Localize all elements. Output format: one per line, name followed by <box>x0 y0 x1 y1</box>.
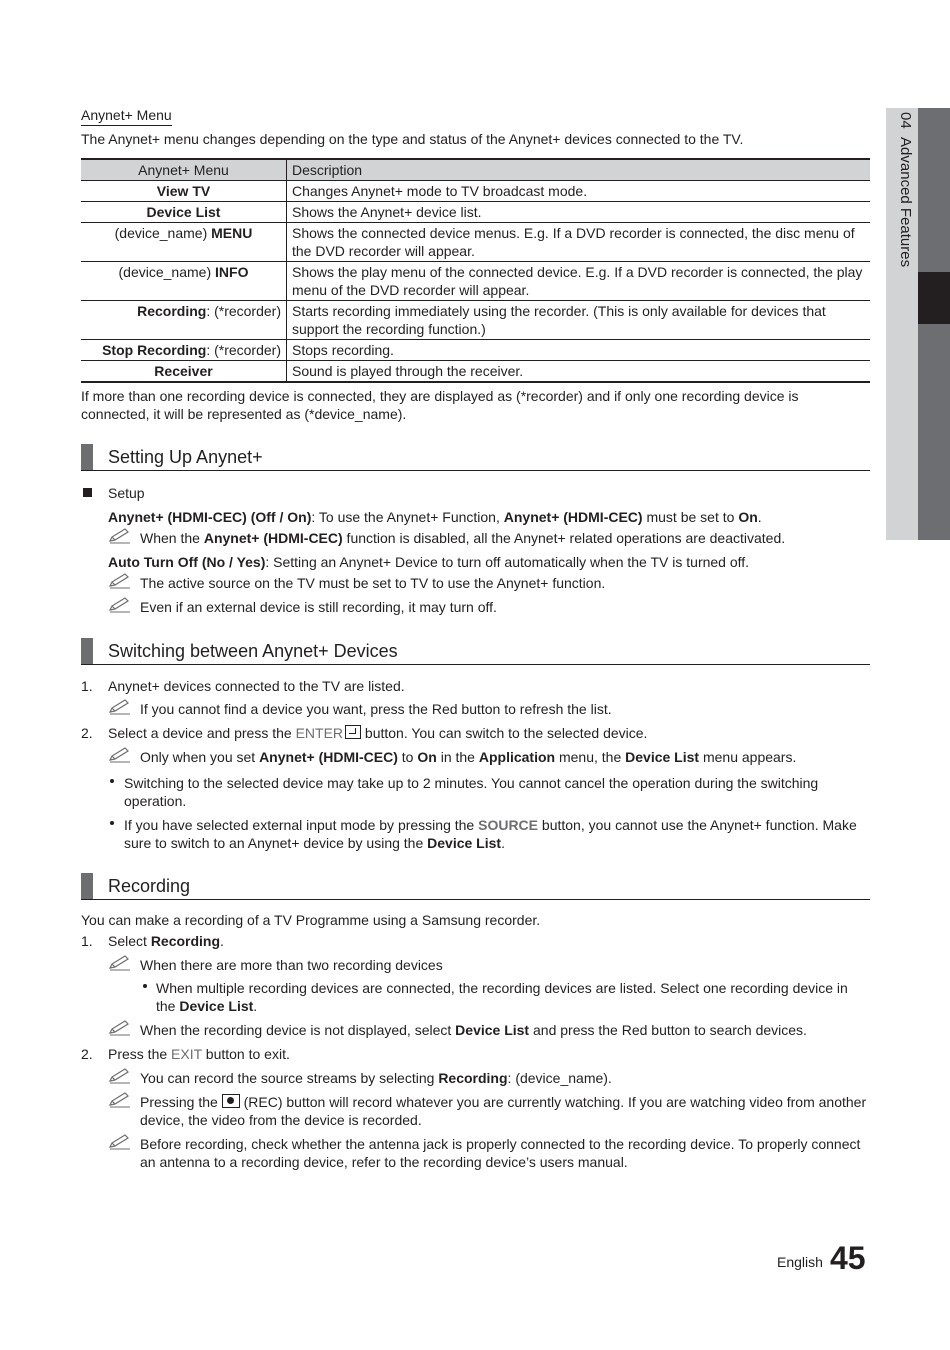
section-bar <box>81 638 93 664</box>
section-header-switching <box>81 638 870 665</box>
section-title: Recording <box>108 876 191 896</box>
setting-name: Anynet+ (HDMI-CEC) (Off / On) <box>108 509 312 525</box>
text: (REC) button will record whatever you are currently watching. If you are watching video from another device, the video from the device is recorded. <box>140 1094 867 1128</box>
menu-item-description: Stops recording. <box>287 340 871 361</box>
menu-item-description: Starts recording immediately using the recorder. (This is only available for devices that support the recording function.) <box>287 301 871 340</box>
setup-note-2: The active source on the TV must be set to TV to use the Anynet+ function. <box>140 575 606 591</box>
menu-item-suffix: : (*recorder) <box>206 303 281 319</box>
text: Only when you set <box>140 749 260 765</box>
text: menu appears. <box>699 749 797 765</box>
recording-step-1 <box>108 932 224 950</box>
setup-note-1 <box>140 529 870 547</box>
text: . <box>501 835 505 851</box>
note-pencil-icon <box>108 1067 132 1085</box>
recording-note-3 <box>140 1069 612 1087</box>
recording-note-1-bullet <box>156 979 870 1015</box>
table-row <box>81 361 870 383</box>
menu-name: Recording <box>150 933 221 949</box>
switch-step-2-note <box>140 748 870 766</box>
menu-item-description: Changes Anynet+ mode to TV broadcast mode. <box>287 181 871 202</box>
text: menu, the <box>555 749 626 765</box>
text: When the <box>140 530 204 546</box>
note-pencil-icon <box>108 1019 132 1037</box>
chapter-tab-marker <box>918 272 950 324</box>
switch-step-2 <box>108 724 647 742</box>
page-number: 45 <box>830 1240 866 1276</box>
text: Select <box>108 933 151 949</box>
setup-note-3: Even if an external device is still recording, it may turn off. <box>140 599 497 615</box>
text: If you have selected external input mode by pressing the <box>124 817 479 833</box>
menu-item-name: Receiver <box>154 363 213 379</box>
rec-button-icon <box>222 1094 240 1108</box>
menu-item-name: MENU <box>211 225 253 241</box>
note-pencil-icon <box>108 572 132 590</box>
setup-bullet-label: Setup <box>108 485 145 501</box>
setting-value: On <box>417 749 437 765</box>
menu-item-prefix: (device_name) <box>118 264 216 280</box>
text: button to exit. <box>201 1046 290 1062</box>
table-row <box>81 223 870 262</box>
text: and press the Red button to search devices. <box>529 1022 807 1038</box>
menu-item-description: Sound is played through the receiver. <box>287 361 871 383</box>
chapter-tab-label <box>890 112 914 412</box>
recording-note-1: When there are more than two recording devices <box>140 957 443 973</box>
menu-name: Device List <box>427 835 502 851</box>
text: Press the <box>108 1046 172 1062</box>
text: When the recording device is not displayed, select <box>140 1022 456 1038</box>
menu-name: Device List <box>455 1022 530 1038</box>
table-footnote: If more than one recording device is connected, they are displayed as (*recorder) and if only one recording device is connected, it will be represented as (*device_name). <box>81 388 799 422</box>
text: Select a device and press the <box>108 725 296 741</box>
text: : (device_name). <box>507 1070 612 1086</box>
bullet-dot <box>110 779 114 783</box>
switch-bullet-1: Switching to the selected device may take up to 2 minutes. You cannot cancel the operation during the switching operation. <box>124 775 819 809</box>
text: When multiple recording devices are connected, the recording devices are listed. Select one recording device in the <box>156 980 848 1014</box>
note-pencil-icon <box>108 1133 132 1151</box>
menu-section-title: Anynet+ Menu <box>81 106 172 126</box>
chapter-title: Advanced Features <box>897 137 914 268</box>
text: . <box>220 933 224 949</box>
text: Pressing the <box>140 1094 222 1110</box>
table-row <box>81 301 870 340</box>
menu-item-description: Shows the connected device menus. E.g. If a DVD recorder is connected, the disc menu of the DVD recorder will appear. <box>287 223 871 262</box>
setting-name: Anynet+ (HDMI-CEC) <box>259 749 398 765</box>
anynet-menu-table <box>81 158 870 383</box>
menu-section-intro: The Anynet+ menu changes depending on the type and status of the Anynet+ devices connected to the TV. <box>81 131 744 147</box>
switch-bullet-2 <box>124 816 860 852</box>
menu-item-name: Device List <box>146 204 221 220</box>
step-number: 1. <box>81 933 93 949</box>
note-pencil-icon <box>108 698 132 716</box>
setup-paragraph-hdmi-cec <box>108 508 868 526</box>
menu-item-name: View TV <box>156 183 211 199</box>
bullet-dot <box>110 821 114 825</box>
step-number: 2. <box>81 725 93 741</box>
step-number: 2. <box>81 1046 93 1062</box>
text: : To use the Anynet+ Function, <box>311 509 504 525</box>
menu-item-prefix: (device_name) <box>114 225 212 241</box>
menu-name: Application <box>478 749 556 765</box>
setting-value: On <box>738 509 758 525</box>
section-bar <box>81 873 93 899</box>
note-pencil-icon <box>108 746 132 764</box>
recording-step-2 <box>108 1045 290 1063</box>
recording-intro: You can make a recording of a TV Programme using a Samsung recorder. <box>81 912 541 928</box>
step-number: 1. <box>81 678 93 694</box>
setting-name: Anynet+ (HDMI-CEC) <box>503 509 643 525</box>
text: to <box>397 749 418 765</box>
text: in the <box>436 749 479 765</box>
menu-item-description: Shows the Anynet+ device list. <box>287 202 871 223</box>
recording-note-5: Before recording, check whether the antenna jack is properly connected to the recording device. To properly connect an antenna to a recording device, refer to the recording device’s users manual. <box>140 1136 861 1170</box>
chapter-number: 04 <box>897 112 914 129</box>
table-row <box>81 262 870 301</box>
table-header-menu: Anynet+ Menu <box>81 159 287 181</box>
menu-name: Device List <box>179 998 254 1014</box>
switch-step-1: Anynet+ devices connected to the TV are listed. <box>108 678 405 694</box>
key-name: EXIT <box>171 1046 202 1062</box>
text: : Setting an Anynet+ Device to turn off automatically when the TV is turned off. <box>265 554 750 570</box>
square-bullet-icon <box>83 488 92 497</box>
menu-item-suffix: : (*recorder) <box>206 342 281 358</box>
setting-name: Anynet+ (HDMI-CEC) <box>203 530 343 546</box>
text: button, you cannot use the Anynet+ function. Make sure to switch to an Anynet+ device by using the <box>124 817 857 851</box>
enter-icon <box>345 725 361 739</box>
section-title: Switching between Anynet+ Devices <box>108 641 398 661</box>
table-row <box>81 181 870 202</box>
menu-item-name: INFO <box>215 264 249 280</box>
note-pencil-icon <box>108 527 132 545</box>
recording-note-4 <box>140 1093 870 1129</box>
section-title: Setting Up Anynet+ <box>108 447 263 467</box>
table-row <box>81 340 870 361</box>
section-bar <box>81 444 93 470</box>
text: must be set to <box>642 509 739 525</box>
setup-paragraph-auto-turn-off <box>108 553 868 571</box>
switch-step-1-note: If you cannot find a device you want, press the Red button to refresh the list. <box>140 701 612 717</box>
text: You can record the source streams by selecting <box>140 1070 439 1086</box>
key-name: SOURCE <box>478 817 539 833</box>
menu-item-description: Shows the play menu of the connected device. E.g. If a DVD recorder is connected, the play menu of the DVD recorder will appear. <box>287 262 871 301</box>
setting-name: Auto Turn Off (No / Yes) <box>108 554 266 570</box>
menu-name: Recording <box>438 1070 508 1086</box>
table-header-row <box>81 159 870 181</box>
text: function is disabled, all the Anynet+ related operations are deactivated. <box>342 530 786 546</box>
footer-language: English <box>777 1254 823 1270</box>
text: . <box>757 509 762 525</box>
section-header-setup <box>81 444 870 471</box>
table-row <box>81 202 870 223</box>
note-pencil-icon <box>108 1091 132 1109</box>
menu-name: Device List <box>625 749 700 765</box>
note-pencil-icon <box>108 954 132 972</box>
menu-item-name: Stop Recording <box>102 342 207 358</box>
note-pencil-icon <box>108 596 132 614</box>
bullet-dot <box>143 984 147 988</box>
text: . <box>253 998 258 1014</box>
key-name: ENTER <box>295 725 344 741</box>
text: button. You can switch to the selected device. <box>361 725 648 741</box>
menu-item-name: Recording <box>137 303 207 319</box>
chapter-tab-bar <box>918 108 950 540</box>
section-header-recording <box>81 873 870 900</box>
recording-note-2 <box>140 1021 870 1039</box>
table-header-description: Description <box>287 159 871 181</box>
